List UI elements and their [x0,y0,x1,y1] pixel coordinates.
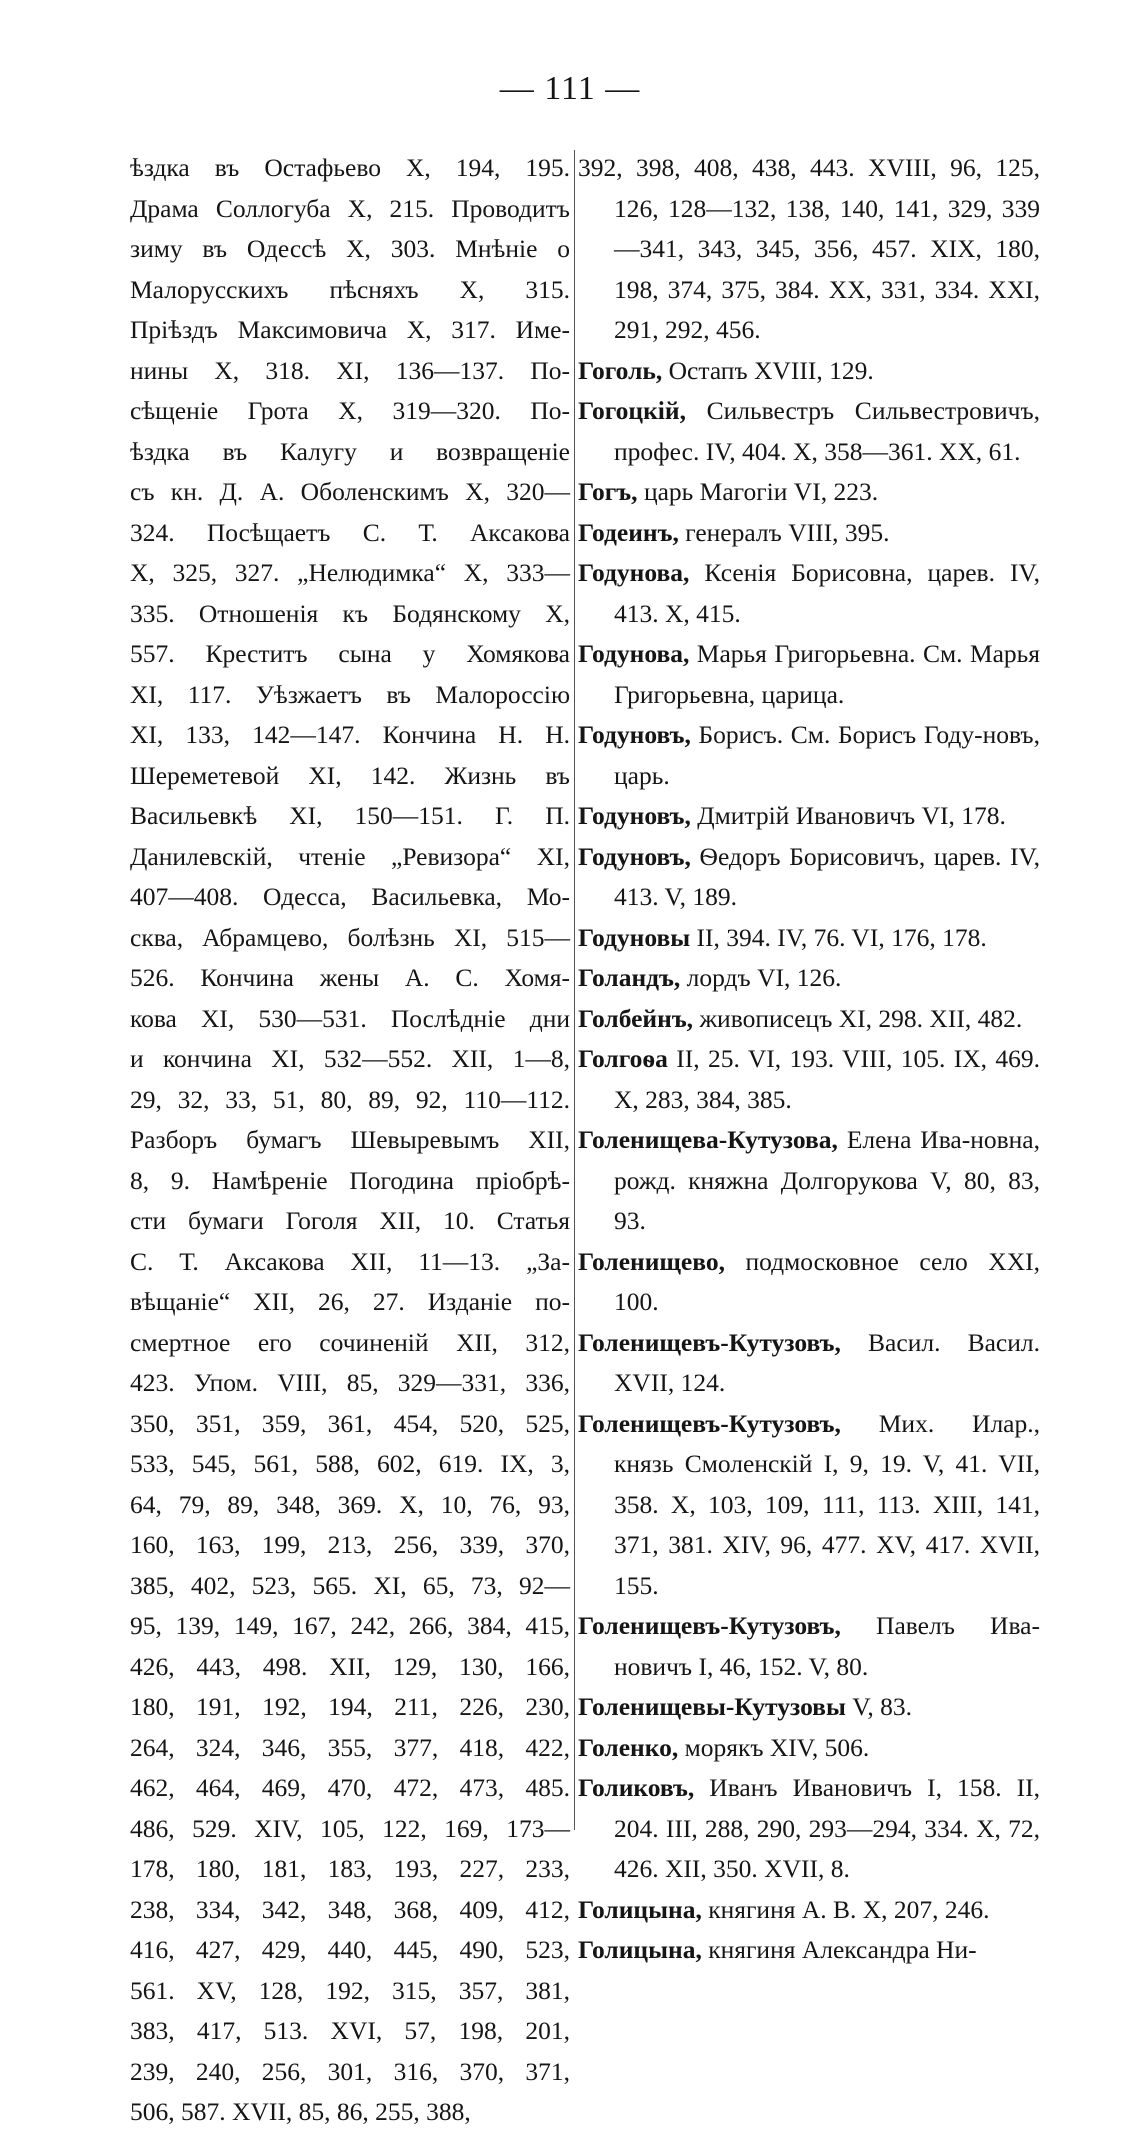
entry-headword: Голенищевъ-Кутузовъ, [578,1327,841,1357]
index-entry [578,351,1040,392]
entry-text: лордъ VI, 126. [686,963,842,992]
left-line: 95, 139, 149, 167, 242, 266, 384, 415, [130,1611,570,1640]
left-line: 506, 587. XVII, 85, 86, 255, 388, [130,2097,471,2126]
entry-text: 61. [988,436,1021,466]
page-number: — 111 — [499,70,641,107]
index-entry [578,1404,1040,1607]
entry-text: 141, 371, 381. XIV, 96, 477. XV, 417. [614,1489,1041,1559]
entry-text: Марья Григорьевна. См. [696,639,963,668]
left-line: 557. Креститъ сына у Хомякова [130,639,570,668]
entry-headword: Годунова, [578,639,690,668]
index-entry [578,1039,1040,1120]
entry-text: XVII, 124. [614,1368,726,1397]
left-line: ѣздка въ Остафьево X, 194, 195. [130,153,570,182]
left-line: и кончина XI, 532—552. XII, 1—8, [130,1044,570,1073]
entry-text: Иванъ Ивановичъ I, 158. [709,1773,1002,1802]
left-line: 385, 402, 523, 565. XI, 65, 73, 92— [130,1570,570,1600]
entry-text: князь Смоленскій I, 9, 19. V, 41. [614,1449,988,1478]
entry-text: генералъ VIII, 395. [685,517,890,547]
entry-headword: Гогоцкій, [578,396,686,425]
right-column [578,148,1041,1964]
index-entry [578,1120,1040,1242]
entry-text: V, 80, 83, 93. [614,1165,1040,1235]
entry-text: Павелъ Ива- [876,1611,1040,1640]
entry-headword: Голиковъ, [578,1773,695,1802]
entry-text: подмосковное село XXI, [745,1246,1040,1276]
entry-text: Сильвестръ Сильвестровичъ, [706,396,1041,425]
left-line: зиму въ Одессѣ X, 303. Мнѣніе о [130,234,570,263]
column-divider [574,150,575,1830]
index-entry [578,391,1040,472]
entry-text: новъ, царь. [614,720,1040,790]
index-entry [578,1687,1040,1728]
entry-text: VII, 358. X, 103, 109, 111, 113. XIII, [614,1449,1040,1519]
entry-text: Ксенія Борисовна, царев. [704,558,995,587]
left-line: 238, 334, 342, 348, 368, 409, 412, [130,1894,570,1924]
left-line: Драма Соллогуба X, 215. Проводитъ [130,193,570,223]
left-line: X, 325, 327. „Нелюдимка“ X, 333— [130,558,570,587]
entry-text: царь Магогіи VI, 223. [643,477,879,506]
entry-text: 329, 339—341, 343, 345, 356, 457. [614,193,1040,263]
entry-headword: Годуновъ, [578,841,691,871]
entry-headword: Гогъ, [578,477,638,506]
entry-headword: Годуновъ, [578,801,691,830]
index-entry [578,999,1040,1040]
entry-text: Васил. Васил. [868,1327,1040,1357]
index-entry [578,513,1040,554]
entry-headword: Голенищевъ-Кутузовъ, [578,1611,841,1640]
entry-text: XIX, 180, 198, 374, 375, 384. XX, [614,234,1041,304]
entry-text: 178. [961,801,1006,830]
left-line: 426, 443, 498. XII, 129, 130, 166, [130,1651,570,1681]
left-line: 486, 529. XIV, 105, 122, 169, 173— [130,1813,570,1843]
entry-text: Остапъ XVIII, 129. [668,355,874,385]
left-line: 180, 191, 192, 194, 211, 226, 230, [130,1692,570,1721]
left-line: Разборъ бумагъ Шевыревымъ XII, [130,1125,570,1154]
left-line: 526. Кончина жены А. С. Хомя- [130,963,570,992]
left-line: съ кн. Д. А. Оболенскимъ X, 320— [130,477,570,506]
left-line: нины X, 318. XI, 136—137. По- [130,355,570,385]
entry-headword: Голенищева-Кутузова, [578,1125,838,1154]
left-line: 239, 240, 256, 301, 316, 370, 371, [130,2056,570,2086]
entry-headword: Голенко, [578,1732,679,1762]
left-line: смертное его сочиненій XII, 312, [130,1327,570,1357]
left-line: 160, 163, 199, 213, 256, 339, 370, [130,1530,570,1559]
entry-headword: Голбейнъ, [578,1003,694,1033]
left-line: 178, 180, 181, 183, 193, 227, 233, [130,1854,570,1883]
entry-headword: Гоголь, [578,355,663,385]
left-line: Шереметевой XI, 142. Жизнь въ [130,760,570,790]
left-line: сти бумаги Гоголя XII, 10. Статья [130,1206,570,1235]
entry-text: княгиня А. В. X, 207, 246. [708,1894,990,1924]
entry-text: княгиня Александра Ни- [708,1935,977,1964]
index-entry [578,553,1040,634]
left-line: 264, 324, 346, 355, 377, 418, 422, [130,1732,570,1762]
left-line: Васильевкѣ XI, 150—151. Г. П. [130,801,570,830]
entry-text: IV, 413. X, 415. [614,558,1041,628]
entry-text: Елена Ива- [846,1125,971,1154]
entry-text: V, 83. [852,1692,913,1721]
entry-text: 482. [977,1003,1023,1033]
index-entry [578,837,1040,918]
entry-headword: Голенищевъ-Кутузовъ, [578,1408,841,1438]
left-line: С. Т. Аксакова XII, 11—13. „За- [130,1246,570,1276]
left-line: 423. Упом. VIII, 85, 329—331, 336, [130,1368,570,1397]
left-line: 350, 351, 359, 361, 454, 520, 525, [130,1408,570,1438]
index-entry [578,1930,1040,1971]
index-entry [578,1242,1040,1323]
left-line: Пріѣздъ Максимовича X, 317. Име- [130,315,570,344]
left-line: Данилевскій, чтеніе „Ревизора“ XI, [130,841,570,871]
left-line: 416, 427, 429, 440, 445, 490, 523, [130,1935,570,1964]
entry-text: Борисъ. См. Борисъ Году- [698,720,983,749]
entry-text: 125, 126, 128—132, 138, 140, 141, [614,153,1040,223]
left-line: Малорусскихъ пѣсняхъ X, 315. [130,274,570,304]
entry-text: Марья Григорьевна, царица. [614,639,1041,709]
index-entry [578,958,1040,999]
entry-text: 100. [614,1287,659,1316]
entry-headword: Годеинъ, [578,517,679,547]
left-line: 407—408. Одесса, Васильевка, Мо- [130,882,570,911]
entry-text: живописецъ XI, 298. XII, [699,1003,972,1033]
entry-headword: Голицына, [578,1894,702,1924]
entry-text: II, 204. III, 288, 290, 293—294, 334. [614,1773,1041,1843]
entry-text: 331, 334. XXI, 291, 292, 456. [614,274,1040,344]
index-entry [578,1606,1040,1687]
index-entry [578,1768,1040,1890]
left-line: 335. Отношенія къ Бодянскому X, [130,598,570,628]
left-line: вѣщаніе“ XII, 26, 27. Изданіе по- [130,1287,570,1316]
index-entry [578,918,1040,959]
left-line: 29, 32, 33, 51, 80, 89, 92, 110—112. [130,1084,570,1114]
index-entry [578,1323,1040,1404]
left-line: 533, 545, 561, 588, 602, 619. IX, 3, [130,1449,570,1478]
entry-headword: Годуновы [578,922,691,952]
index-entry [578,1890,1040,1931]
entry-text: Мих. Илар., [878,1408,1041,1438]
left-line: 324. Посѣщаетъ С. Т. Аксакова [130,517,570,547]
entry-text: II, 25. VI, 193. VIII, 105. IX, [676,1044,987,1073]
left-line: XI, 133, 142—147. Кончина Н. Н. [130,720,570,749]
left-line: XI, 117. Уѣзжаетъ въ Малороссію [130,679,570,709]
entry-text: 392, 398, 408, 438, 443. XVIII, 96, [578,153,982,182]
index-entry [578,634,1040,715]
index-entry [578,796,1040,837]
left-line: кова XI, 530—531. Послѣдніе дни [130,1003,570,1033]
entry-text: морякъ XIV, 506. [684,1732,870,1762]
index-entry [578,472,1040,513]
entry-headword: Годуновъ, [578,720,691,749]
entry-text: новна, рожд. княжна Долгорукова [614,1125,1040,1195]
entry-headword: Голандъ, [578,963,681,992]
entry-text: XVII, 155. [614,1530,1040,1600]
entry-headword: Голгоѳа [578,1044,668,1073]
entry-headword: Голенищевы-Кутузовы [578,1692,846,1721]
entry-headword: Голицына, [578,1935,702,1964]
left-line: 383, 417, 513. XVI, 57, 198, 201, [130,2016,570,2045]
entry-headword: Голенищево, [578,1246,725,1276]
entry-text: Дмитрій Ивановичъ VI, [697,801,955,830]
entry-text: новичъ I, 46, 152. V, 80. [614,1651,869,1681]
entry-text: 469. X, 283, 384, 385. [614,1044,1041,1114]
entry-text: 178. [942,922,987,952]
index-entry [578,715,1040,796]
left-line: сѣщеніе Грота X, 319—320. По- [130,396,570,425]
entry-headword: Годунова, [578,558,690,587]
entry-text: II, 394. IV, 76. VI, 176, [696,922,936,952]
left-line: 64, 79, 89, 348, 369. X, 10, 76, 93, [130,1489,570,1519]
left-line: сква, Абрамцево, болѣзнь XI, 515— [130,922,570,952]
entry-text: профес. IV, 404. X, 358—361. XX, [614,436,983,466]
left-line: 462, 464, 469, 470, 472, 473, 485. [130,1773,570,1802]
left-line: 8, 9. Намѣреніе Погодина пріобрѣ- [130,1165,570,1195]
left-line: ѣздка въ Калугу и возвращеніе [130,436,570,466]
index-entry [578,1728,1040,1769]
entry-text: IV, 413. V, 189. [614,841,1041,911]
left-column [130,148,570,2126]
entry-text: Ѳедоръ Борисовичъ, царев. [699,841,1002,871]
index-entry [578,148,1040,351]
left-line: 561. XV, 128, 192, 315, 357, 381, [130,1975,570,2005]
entry-text: X, 72, 426. XII, 350. XVII, 8. [614,1813,1041,1883]
